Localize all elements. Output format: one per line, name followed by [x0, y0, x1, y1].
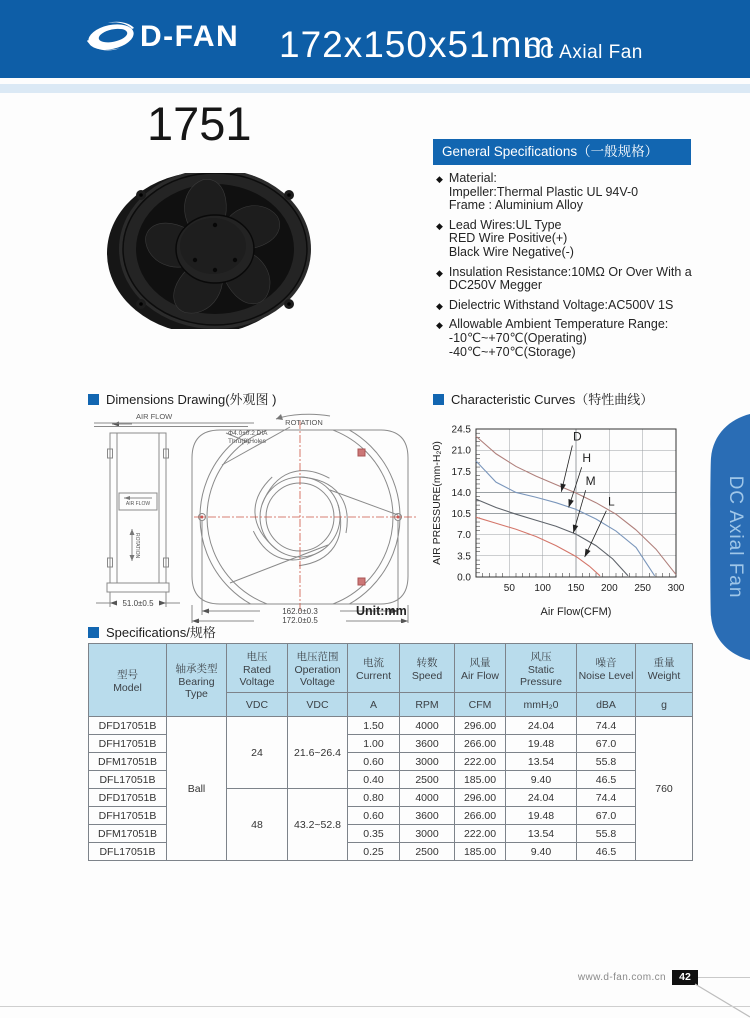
col-header-bearing: 轴承类型 Bearing Type: [167, 644, 227, 717]
cell-static-pressure: 13.54: [506, 753, 577, 771]
col-header-speed: 转数 Speed: [400, 644, 455, 693]
header-accent-band: [0, 84, 750, 93]
brand-name: D-FAN: [140, 20, 240, 53]
spec-item-text: Lead Wires:UL Type RED Wire Positive(+) Black Wire Negative(-): [448, 217, 574, 259]
svg-text:L: L: [607, 494, 615, 509]
brand-logo: [86, 20, 239, 54]
fan-swirl-logo-icon: [86, 20, 136, 54]
unit-label: Unit:mm: [356, 604, 407, 618]
spec-bullet-item: [436, 219, 732, 260]
cell-noise: 74.4: [577, 789, 636, 807]
cell-airflow: 296.00: [455, 789, 506, 807]
table-row: [89, 717, 693, 735]
page-number-badge: 42: [672, 970, 698, 985]
unit-vdc: VDC: [288, 693, 348, 717]
col-header-weight: 重量 Weight: [636, 644, 693, 693]
col-header-current: 电流 Current: [348, 644, 400, 693]
depth-dim-label: 51.0±0.5: [122, 599, 154, 608]
cell-model: DFD17051B: [89, 717, 167, 735]
cell-model: DFM17051B: [89, 753, 167, 771]
side-tab: [700, 414, 750, 660]
diamond-bullet-icon: ◆: [436, 174, 443, 184]
curves-section-title: Characteristic Curves（特性曲线）: [433, 389, 653, 408]
unit-cfm: CFM: [455, 693, 506, 717]
cell-weight: 760: [636, 717, 693, 861]
col-header-operation-voltage: 电压范围 Operation Voltage: [288, 644, 348, 693]
diamond-bullet-icon: ◆: [436, 267, 443, 278]
col-header-airflow: 风量 Air Flow: [455, 644, 506, 693]
cell-airflow: 185.00: [455, 843, 506, 861]
spec-table-body: [89, 717, 693, 861]
cell-speed: 2500: [400, 771, 455, 789]
inner-rotation-label: ROTATION: [134, 533, 140, 559]
svg-text:50: 50: [503, 583, 515, 594]
footer-rule: [698, 977, 750, 978]
cell-model: DFH17051B: [89, 735, 167, 753]
spec-item-text: Insulation Resistance:10MΩ Or Over With a DC250V Megger: [448, 264, 692, 293]
cell-static-pressure: 13.54: [506, 825, 577, 843]
page-title: 172x150x51mm: [279, 24, 555, 65]
svg-text:H: H: [582, 451, 592, 466]
cell-static-pressure: 9.40: [506, 771, 577, 789]
blue-square-icon: [88, 394, 99, 405]
spec-bullet-item: [436, 299, 732, 313]
spec-bullet-item: [436, 318, 732, 359]
cell-current: 0.35: [348, 825, 400, 843]
cell-rated-voltage: 48: [227, 789, 288, 861]
header-bar: [0, 0, 750, 78]
svg-text:250: 250: [634, 583, 652, 594]
cell-static-pressure: 24.04: [506, 789, 577, 807]
cell-model: DFL17051B: [89, 771, 167, 789]
rotation-label: ROTATION: [285, 418, 323, 427]
spec-bullet-item: [436, 266, 732, 293]
svg-text:200: 200: [600, 583, 618, 594]
svg-text:3.5: 3.5: [457, 551, 471, 563]
svg-text:AIR PRESSURE(mm-H₂0): AIR PRESSURE(mm-H₂0): [431, 441, 443, 565]
blue-square-icon: [433, 394, 444, 405]
unit-dba: dBA: [577, 693, 636, 717]
svg-text:24.5: 24.5: [451, 424, 471, 436]
col-header-model: 型号 Model: [89, 644, 167, 717]
cell-operation-voltage: 21.6~26.4: [288, 717, 348, 789]
cell-static-pressure: 19.48: [506, 735, 577, 753]
spec-bullet-item: [436, 172, 732, 213]
cell-speed: 3600: [400, 735, 455, 753]
cell-speed: 4000: [400, 717, 455, 735]
svg-text:M: M: [585, 474, 596, 489]
cell-current: 0.60: [348, 807, 400, 825]
cell-rated-voltage: 24: [227, 717, 288, 789]
cell-airflow: 185.00: [455, 771, 506, 789]
cell-current: 0.80: [348, 789, 400, 807]
svg-text:17.5: 17.5: [451, 466, 471, 478]
unit-g: g: [636, 693, 693, 717]
cell-static-pressure: 9.40: [506, 843, 577, 861]
specifications-section-title: Specifications/规格: [88, 622, 216, 641]
cell-airflow: 266.00: [455, 807, 506, 825]
svg-text:0.0: 0.0: [457, 572, 471, 584]
svg-text:21.0: 21.0: [451, 445, 471, 457]
cell-bearing: Ball: [167, 717, 227, 861]
cell-airflow: 296.00: [455, 717, 506, 735]
svg-text:14.0: 14.0: [451, 487, 471, 499]
diamond-bullet-icon: ◆: [436, 300, 443, 311]
corner-diagonal-line: [692, 982, 750, 1018]
svg-text:150: 150: [567, 583, 585, 594]
cell-noise: 46.5: [577, 843, 636, 861]
unit-vdc: VDC: [227, 693, 288, 717]
website-link[interactable]: www.d-fan.com.cn: [577, 972, 666, 983]
col-header-noise: 噪音 Noise Level: [577, 644, 636, 693]
cell-speed: 3000: [400, 825, 455, 843]
cell-model: DFD17051B: [89, 789, 167, 807]
cell-operation-voltage: 43.2~52.8: [288, 789, 348, 861]
unit-rpm: RPM: [400, 693, 455, 717]
blue-square-icon: [88, 627, 99, 638]
svg-text:Air Flow(CFM): Air Flow(CFM): [540, 606, 612, 618]
airflow-label: AIR FLOW: [136, 412, 173, 421]
cell-noise: 46.5: [577, 771, 636, 789]
product-photo-fan: [103, 162, 317, 342]
cell-current: 0.25: [348, 843, 400, 861]
bolt-circle-dim-label: 162.0±0.3: [282, 607, 318, 616]
cell-current: 1.00: [348, 735, 400, 753]
cell-speed: 3000: [400, 753, 455, 771]
col-header-static-pressure: 风压 Static Pressure: [506, 644, 577, 693]
cell-noise: 74.4: [577, 717, 636, 735]
unit-mmh2o: mmH₂0: [506, 693, 577, 717]
cell-airflow: 222.00: [455, 825, 506, 843]
cell-noise: 67.0: [577, 735, 636, 753]
cell-model: DFL17051B: [89, 843, 167, 861]
cell-noise: 55.8: [577, 825, 636, 843]
svg-text:100: 100: [534, 583, 552, 594]
cell-current: 0.40: [348, 771, 400, 789]
cell-speed: 4000: [400, 789, 455, 807]
spec-item-text: Allowable Ambient Temperature Range: -10℃~+70℃(Operating) -40℃~+70℃(Storage): [448, 317, 669, 359]
general-specs-header: General Specifications（一般规格）: [433, 139, 691, 165]
inner-airflow-label: AIR FLOW: [125, 501, 151, 507]
cell-current: 1.50: [348, 717, 400, 735]
cell-speed: 2500: [400, 843, 455, 861]
hole-note-line1: Φ4.0±0.2 DIA: [228, 430, 268, 437]
model-number: 1751: [147, 97, 252, 150]
dimensions-drawing: [94, 409, 438, 623]
cell-noise: 67.0: [577, 807, 636, 825]
cell-airflow: 222.00: [455, 753, 506, 771]
cell-current: 0.60: [348, 753, 400, 771]
cell-static-pressure: 24.04: [506, 717, 577, 735]
dimensions-section-title: Dimensions Drawing(外观图 ): [88, 389, 276, 408]
page-bottom-edge: [0, 1006, 750, 1007]
diamond-bullet-icon: ◆: [436, 320, 443, 331]
cell-airflow: 266.00: [455, 735, 506, 753]
svg-text:D: D: [572, 429, 582, 444]
svg-text:10.5: 10.5: [451, 509, 471, 521]
diamond-bullet-icon: ◆: [436, 220, 443, 231]
spec-item-text: Material: Impeller:Thermal Plastic UL 94V-0 Frame : Aluminium Alloy: [448, 171, 639, 213]
cell-model: DFH17051B: [89, 807, 167, 825]
cell-speed: 3600: [400, 807, 455, 825]
page-subtitle: DC Axial Fan: [526, 42, 643, 63]
svg-text:7.0: 7.0: [457, 530, 471, 542]
cell-model: DFM17051B: [89, 825, 167, 843]
svg-text:300: 300: [667, 583, 685, 594]
outer-dim-label: 172.0±0.5: [282, 616, 318, 623]
cell-static-pressure: 19.48: [506, 807, 577, 825]
side-tab-label: DC Axial Fan: [725, 475, 746, 599]
specifications-table: [88, 643, 693, 861]
cell-noise: 55.8: [577, 753, 636, 771]
hole-note-line2: Thru(8)Holes: [228, 438, 266, 445]
general-specs-list: [436, 172, 732, 365]
spec-item-text: Dielectric Withstand Voltage:AC500V 1S: [448, 297, 674, 312]
col-header-rated-voltage: 电压 Rated Voltage: [227, 644, 288, 693]
unit-a: A: [348, 693, 400, 717]
